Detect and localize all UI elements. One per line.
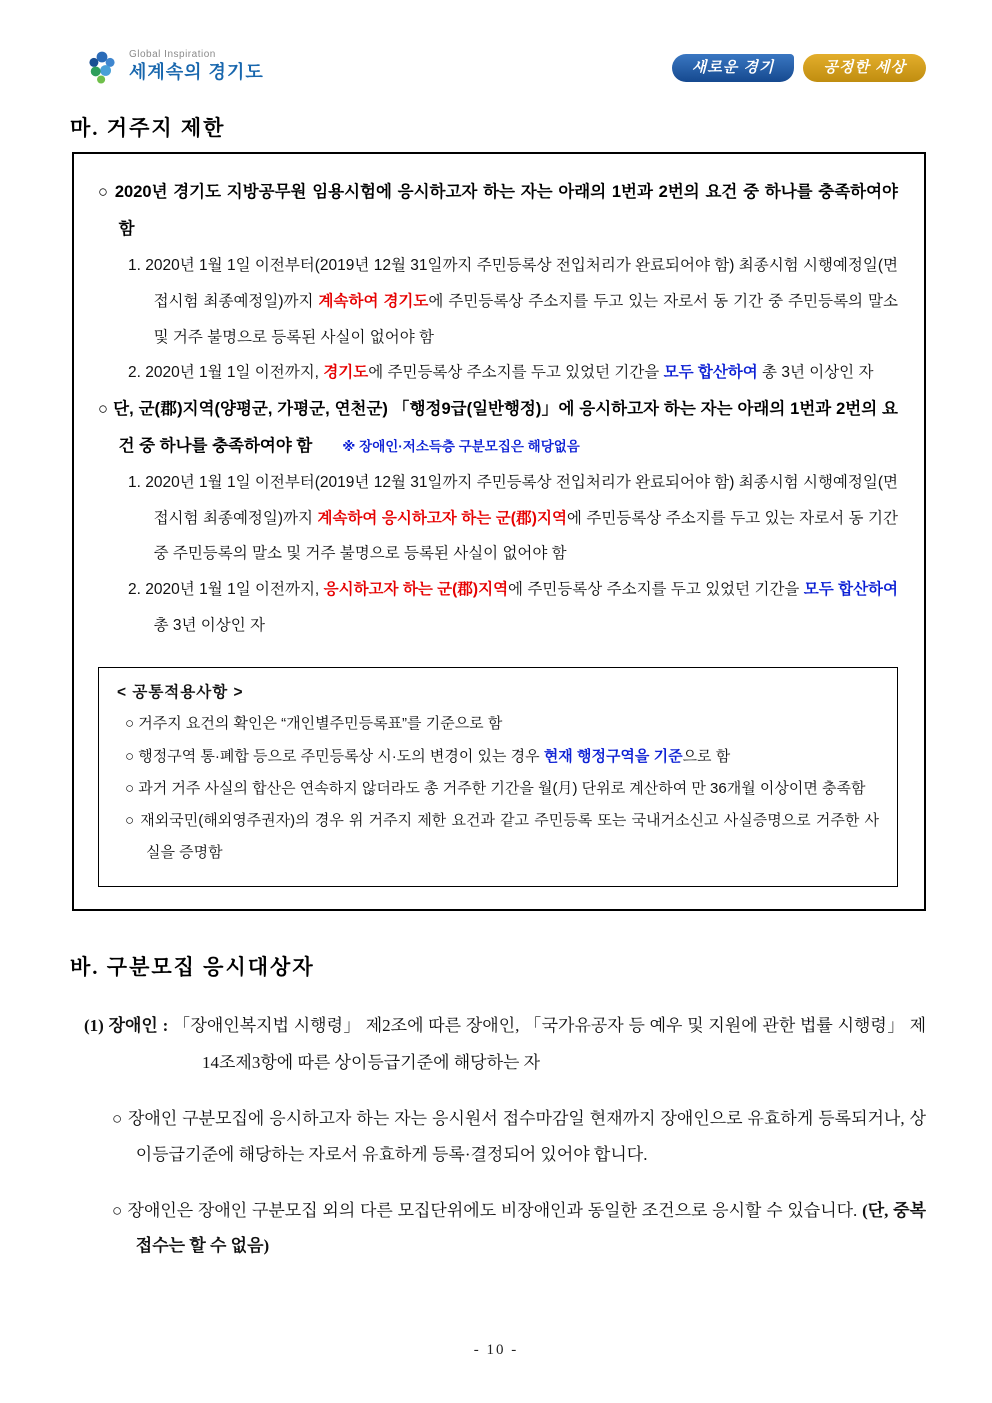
gyeonggi-logo — [84, 46, 264, 86]
gyeonggi-emblem-icon — [84, 46, 120, 86]
common-rule-3: ○ 과거 거주 사실의 합산은 연속하지 않더라도 총 거주한 기간을 월(月) 단위로 계산하여 만 36개월 이상이면 충족함 — [125, 779, 866, 797]
section-ba-body — [0, 1007, 992, 1265]
list-item-a2: 2. 2020년 1월 1일 이전까지, 경기도에 주민등록상 주소지를 두고 있었던 기간을 모두 합산하여 총 3년 이상인 자 — [128, 364, 874, 382]
common-rule-4: ○ 재외국민(해외영주권자)의 경우 위 거주지 제한 요건과 같고 주민등록 또는 국내거소신고 사실증명으로 거주한 사실을 증명함 — [125, 812, 879, 862]
residence-restriction-box — [72, 152, 926, 911]
page-number: - 10 - — [473, 1342, 519, 1358]
list-item-b1: 1. 2020년 1월 1일 이전부터(2019년 12월 31일까지 주민등록상 전입처리가 완료되어야 함) 최종시험 시행예정일(면접시험 최종예정일)까지 계속하여 응시하고자 하는 군(郡)지역에 주민등록상 주소지를 두고 있는 자로서 동 기간 중 주민등록의 말소 및 거주 불명으로 등록된 사실이 없어야 함 — [128, 474, 898, 563]
header-badges — [672, 54, 926, 82]
logo-text — [129, 49, 264, 84]
list-item-a1: 1. 2020년 1월 1일 이전부터(2019년 12월 31일까지 주민등록상 전입처리가 완료되어야 함) 최종시험 시행예정일(면접시험 최종예정일)까지 계속하여 경기도에 주민등록상 주소지를 두고 있는 자로서 동 기간 중 주민등록의 말소 및 거주 불명으로 등록된 사실이 없어야 함 — [128, 257, 898, 346]
list-item-b2: 2. 2020년 1월 1일 이전까지, 응시하고자 하는 군(郡)지역에 주민등록상 주소지를 두고 있었던 기간을 모두 합산하여 총 3년 이상인 자 — [128, 580, 898, 634]
box-heading-2: ○ 단, 군(郡)지역(양평군, 가평군, 연천군) 「행정9급(일반행정)」에 응시하고자 하는 자는 아래의 1번과 2번의 요건 중 하나를 충족하여야 함 ※ 장애인·저소득층 구분모집은 해당없음 — [98, 399, 898, 455]
common-rule-2: ○ 행정구역 통·폐합 등으로 주민등록상 시·도의 변경이 있는 경우 현재 행정구역을 기준으로 함 — [125, 747, 731, 765]
common-rules-box — [98, 667, 898, 886]
section-title-ba: 바. 구분모집 응시대상자 — [70, 954, 315, 979]
page-header — [0, 0, 992, 86]
disabled-definition-paragraph: (1) 장애인 : 「장애인복지법 시행령」 제2조에 따른 장애인, 「국가유공자 등 예우 및 지원에 관한 법률 시행령」 제14조제3항에 따른 상이등급기준에 해당하는 자 — [84, 1015, 926, 1072]
logo-title: 세계속의 경기도 — [129, 61, 264, 82]
badge-fair-world: 공정한 세상 — [803, 54, 926, 82]
badge-new-gyeonggi: 새로운 경기 — [672, 54, 795, 82]
section-title-ma: 마. 거주지 제한 — [70, 116, 226, 140]
disabled-bullet-2: ○ 장애인은 장애인 구분모집 외의 다른 모집단위에도 비장애인과 동일한 조건으로 응시할 수 있습니다. (단, 중복접수는 할 수 없음) — [112, 1200, 926, 1256]
disabled-bullet-1: ○ 장애인 구분모집에 응시하고자 하는 자는 응시원서 접수마감일 현재까지 장애인으로 유효하게 등록되거나, 상이등급기준에 해당하는 자로서 유효하게 등록·결정되어 있어야 합니다. — [112, 1109, 926, 1164]
common-rules-title: < 공통적용사항 > — [117, 684, 244, 702]
common-rule-1: ○ 거주지 요건의 확인은 “개인별주민등록표”를 기준으로 함 — [125, 715, 503, 733]
box-heading-1: ○ 2020년 경기도 지방공무원 임용시험에 응시하고자 하는 자는 아래의 1번과 2번의 요건 중 하나를 충족하여야 함 — [98, 183, 899, 239]
logo-tagline: Global Inspiration — [129, 48, 216, 60]
